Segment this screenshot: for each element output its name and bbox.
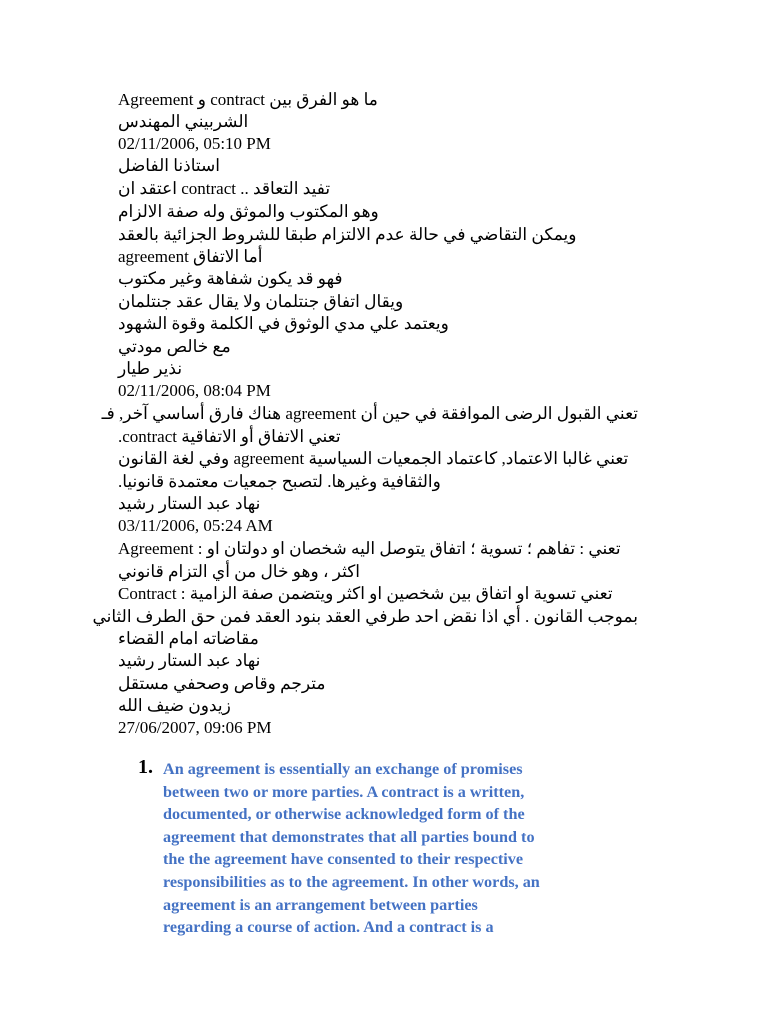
forum-text-line: الشربيني المهندس: [118, 112, 249, 131]
post-timestamp: 03/11/2006, 05:24 AM: [118, 516, 273, 535]
answer-line: between two or more parties. A contract is a written,: [163, 782, 525, 801]
forum-text-line: مترجم وقاص وصحفي مستقل: [118, 674, 326, 693]
forum-text-line: أما الاتفاق agreement: [118, 247, 263, 266]
forum-text-line: ويمكن التقاضي في حالة عدم الالتزام طبقا للشروط الجزائية بالعقد: [118, 225, 577, 244]
forum-text-line: تعني الاتفاق أو الاتفاقية contract.: [118, 427, 341, 446]
post-timestamp: 02/11/2006, 05:10 PM: [118, 134, 271, 153]
forum-text-line: ما هو الفرق بين contract و Agreement: [118, 90, 378, 109]
forum-text-line: زيدون ضيف الله: [118, 696, 231, 715]
forum-text-line: استاذنا الفاضل: [118, 156, 220, 175]
answer-line: documented, or otherwise acknowledged form of the: [163, 805, 525, 824]
post-timestamp: 02/11/2006, 08:04 PM: [118, 381, 271, 400]
post-timestamp: 27/06/2007, 09:06 PM: [118, 718, 272, 737]
forum-text-line: وهو المكتوب والموثق وله صفة الالزام: [118, 202, 379, 221]
answer-line: An agreement is essentially an exchange of promises: [163, 760, 523, 778]
forum-text-line: تفيد التعاقد .. contract اعتقد ان: [118, 179, 331, 198]
forum-text-line: فهو قد يكون شفاهة وغير مكتوب: [118, 269, 343, 288]
answer-line: regarding a course of action. And a contract is a: [163, 918, 494, 937]
list-number: 1.: [138, 756, 153, 778]
forum-text-line: ويقال اتفاق جنتلمان ولا يقال عقد جنتلمان: [118, 292, 404, 311]
forum-text-line: تعني : تفاهم ؛ تسوية ؛ اتفاق يتوصل اليه شخصان او دولتان او : Agreement: [118, 539, 621, 558]
forum-text-line: تعني القبول الرضى الموافقة في حين أن agreement هناك فارق أساسي آخر, فـ: [101, 404, 638, 423]
forum-text-line: والثقافية وغيرها. لتصبح جمعيات معتمدة قانونيا.: [118, 472, 441, 491]
forum-text-line: اكثر ، وهو خال من أي التزام قانوني: [118, 562, 361, 581]
forum-text-line: بموجب القانون . أي اذا نقض احد طرفي العقد بنود العقد فمن حق الطرف الثاني: [92, 607, 638, 626]
forum-text-line: ويعتمد علي مدي الوثوق في الكلمة وقوة الشهود: [118, 314, 449, 333]
forum-text-line: تعني غالبا الاعتماد, كاعتماد الجمعيات السياسية agreement وفي لغة القانون: [118, 449, 629, 468]
forum-text-line: تعني تسوية او اتفاق بين شخصين او اكثر ويتضمن صفة الزامية : Contract: [118, 584, 613, 603]
answer-line: responsibilities as to the agreement. In other words, an: [163, 873, 540, 891]
forum-text-line: مع خالص مودتي: [118, 337, 231, 356]
answer-line: agreement is an arrangement between parties: [163, 895, 478, 914]
forum-text-line: نهاد عبد الستار رشيد: [118, 651, 261, 670]
forum-text-line: مقاضاته امام القضاء: [118, 629, 259, 648]
answer-line: agreement that demonstrates that all parties bound to: [163, 827, 535, 846]
answer-line: the the agreement have consented to their respective: [163, 850, 524, 869]
forum-text-line: نذير طيار: [118, 359, 183, 378]
forum-text-line: نهاد عبد الستار رشيد: [118, 494, 261, 513]
